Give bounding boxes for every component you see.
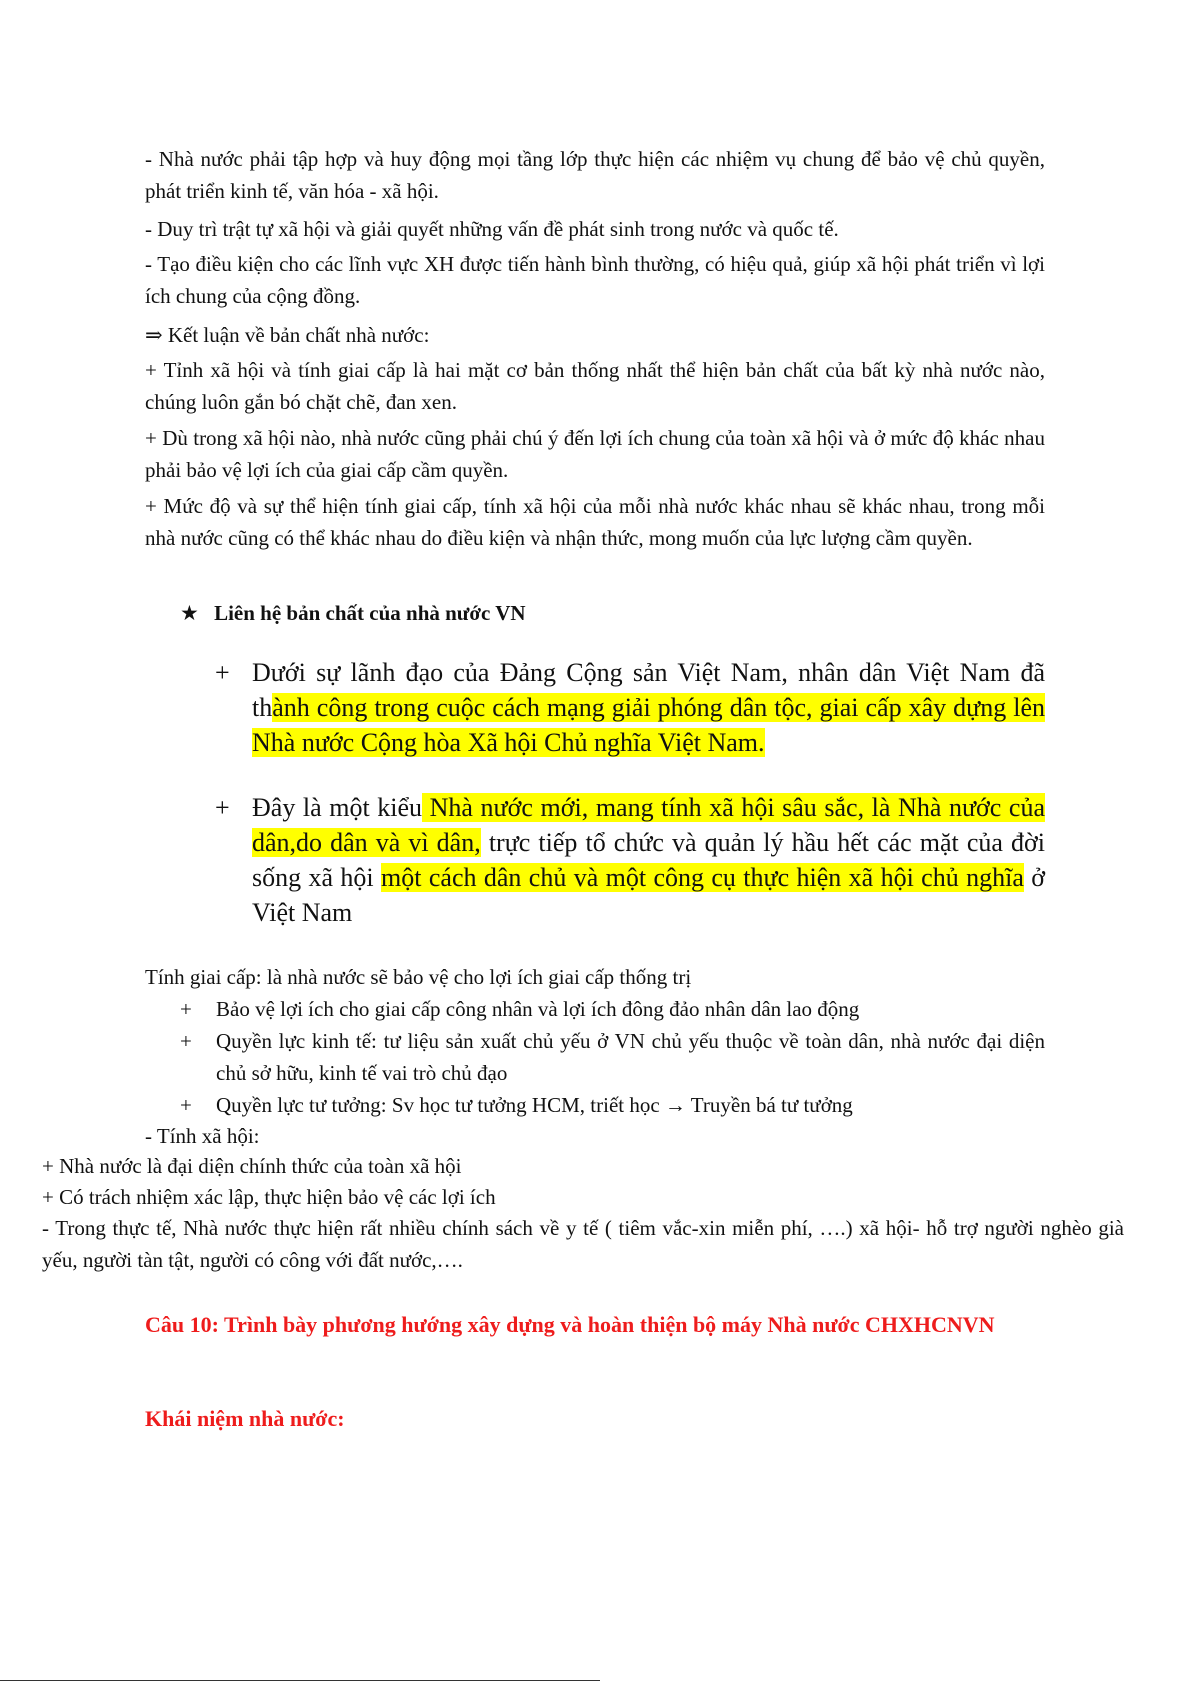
- intro-paragraph-3: - Tạo điều kiện cho các lĩnh vực XH được tiến hành bình thường, có hiệu quả, giúp xã hội phát triển vì lợi ích chung của cộng đồng.: [145, 252, 1045, 308]
- list-item: [180, 993, 1045, 1025]
- concept-heading: Khái niệm nhà nước:: [145, 1406, 345, 1431]
- vn-bullet-2-part-e: ở Việt Nam: [252, 863, 1046, 927]
- plus-icon: +: [180, 997, 192, 1021]
- plus-icon: +: [215, 793, 230, 822]
- question-10-title: Câu 10: Trình bày phương hướng xây dựng và hoàn thiện bộ máy Nhà nước CHXHCNVN: [145, 1312, 995, 1337]
- conclusion-point-1: + Tỉnh xã hội và tính giai cấp là hai mặt cơ bản thống nhất thể hiện bản chất của bất kỳ nhà nước nào, chúng luôn gắn bó chặt chẽ, đan xen.: [145, 358, 1045, 414]
- list-item-text: Quyền lực tư tưởng: Sv học tư tưởng HCM, triết học → Truyền bá tư tưởng: [216, 1093, 853, 1117]
- list-item-text: Bảo vệ lợi ích cho giai cấp công nhân và lợi ích đông đảo nhân dân lao động: [216, 997, 860, 1021]
- vn-bullet-2-part-a: Đây là một kiểu: [252, 793, 423, 822]
- vn-bullet-1-text: [252, 655, 1045, 760]
- plus-icon: +: [180, 1029, 192, 1053]
- list-item: [180, 1089, 1045, 1121]
- social-nature-line-3: - Trong thực tế, Nhà nước thực hiện rất nhiều chính sách về y tế ( tiêm vắc-xin miễn phí, ….) xã hội- hỗ trợ người nghèo già yếu, người tàn tật, người có công với đất nước,….: [42, 1216, 1124, 1272]
- class-nature-heading: Tính giai cấp: là nhà nước sẽ bảo vệ cho lợi ích giai cấp thống trị: [145, 965, 692, 989]
- vn-bullet-2-part-c: trực tiếp tổ chức và quản lý hầu hết các mặt của đời sống xã hội: [252, 828, 1045, 892]
- conclusion-heading: ⇒ Kết luận về bản chất nhà nước:: [145, 323, 430, 347]
- star-icon: ★: [180, 601, 199, 625]
- conclusion-point-3: + Mức độ và sự thể hiện tính giai cấp, tính xã hội của mỗi nhà nước khác nhau sẽ khác nhau, trong mỗi nhà nước cũng có thể khác nhau do điều kiện và nhận thức, mong muốn của lực lượng cầm quyền.: [145, 494, 1045, 550]
- list-item: [180, 1025, 1045, 1089]
- intro-paragraph-2: - Duy trì trật tự xã hội và giải quyết những vấn đề phát sinh trong nước và quốc tế.: [145, 217, 839, 241]
- vn-bullet-2-highlight-1: Nhà nước mới, mang tính xã hội sâu sắc, là Nhà nước của dân,do dân và vì dân,: [252, 793, 1045, 857]
- list-item-text: Quyền lực kinh tế: tư liệu sản xuất chủ yếu ở VN chủ yếu thuộc về toàn dân, nhà nước đại diện chủ sở hữu, kinh tế vai trò chủ đạo: [216, 1029, 1045, 1085]
- vn-bullet-1-part-a: Dưới sự lãnh đạo của Đảng Cộng sản Việt Nam, nhân dân Việt Nam đã th: [252, 658, 1045, 722]
- social-nature-line-1: + Nhà nước là đại diện chính thức của toàn xã hội: [42, 1154, 462, 1178]
- vn-heading-text: Liên hệ bản chất của nhà nước VN: [214, 601, 526, 625]
- vn-bullet-2-text: [252, 790, 1045, 930]
- social-nature-line-2: + Có trách nhiệm xác lập, thực hiện bảo vệ các lợi ích: [42, 1185, 496, 1209]
- vn-section-heading: [180, 597, 880, 629]
- class-nature-list: [180, 993, 1045, 1121]
- vn-bullet-1-highlight: ành công trong cuộc cách mạng giải phóng dân tộc, giai cấp xây dựng lên Nhà nước Cộng hòa Xã hội Chủ nghĩa Việt Nam.: [252, 693, 1045, 757]
- vn-bullet-2-highlight-2: một cách dân chủ và một công cụ thực hiện xã hội chủ nghĩa: [381, 863, 1024, 892]
- social-nature-heading: - Tính xã hội:: [145, 1124, 260, 1148]
- plus-icon: +: [215, 658, 230, 687]
- conclusion-point-2: + Dù trong xã hội nào, nhà nước cũng phải chú ý đến lợi ích chung của toàn xã hội và ở mức độ khác nhau phải bảo vệ lợi ích của giai cấp cầm quyền.: [145, 426, 1045, 482]
- intro-paragraph-1: - Nhà nước phải tập hợp và huy động mọi tầng lớp thực hiện các nhiệm vụ chung để bảo vệ chủ quyền, phát triển kinh tế, văn hóa - xã hội.: [145, 147, 1045, 203]
- plus-icon: +: [180, 1093, 192, 1117]
- footer-divider: [0, 1680, 600, 1681]
